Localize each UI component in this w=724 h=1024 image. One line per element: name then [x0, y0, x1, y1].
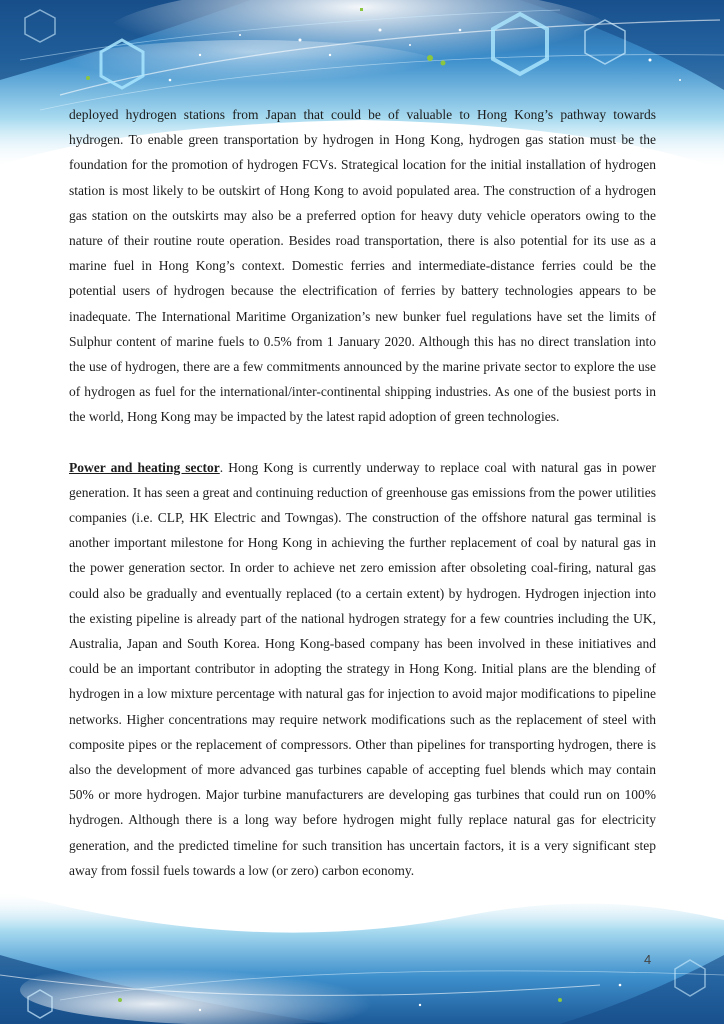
page-number: 4 [644, 952, 652, 967]
paragraph-hydrogen-transport: deployed hydrogen stations from Japan that could be of valuable to Hong Kong’s pathway towards hydrogen. To enable green transportation by hydrogen in Hong Kong, hydrogen gas station must be the foundation for the promotion of hydrogen FCVs. Strategical location for the initial installation of hydrogen station is most likely to be outskirt of Hong Kong to avoid populated area. The construction of a hydrogen gas station on the outskirts may also be a preferred option for heavy duty vehicle operators owing to the nature of their routine route operation. Besides road transportation, there is also potential for its use as a marine fuel in Hong Kong’s context. Domestic ferries and intermediate-distance ferries could be the potential users of hydrogen because the electrification of ferries by battery technologies appears to be inadequate. The International Maritime Organization’s new bunker fuel regulations have set the limits of Sulphur content of marine fuels to 0.5% from 1 January 2020. Although this has no direct translation into the use of hydrogen, there are a few commitments announced by the marine private sector to explore the use of hydrogen as fuel for the international/inter-continental shipping industries. As one of the busiest ports in the world, Hong Kong may be impacted by the latest rapid adoption of green technologies. [69, 107, 656, 425]
section-heading-power-heating: Power and heating sector [69, 459, 220, 475]
paragraph-power-heating [69, 455, 656, 883]
footer-banner [0, 890, 724, 1024]
paragraph-power-heating-body: . Hong Kong is currently underway to replace coal with natural gas in power generation. It has seen a great and continuing reduction of greenhouse gas emissions from the power utilities companies (i.e. CLP, HK Electric and Towngas). The construction of the offshore natural gas terminal is another important milestone for Hong Kong in achieving the further replacement of coal by natural gas in the power generation sector. In order to achieve net zero emission after obsoleting coal-firing, natural gas could also be gradually and eventually replaced (to a certain extent) by hydrogen. Hydrogen injection into the existing pipeline is already part of the national hydrogen strategy for a few countries including the UK, Australia, Japan and South Korea. Hong Kong-based company has been involved in these initiatives and could be an important contributor in adopting the strategy in Hong Kong. Initial plans are the blending of hydrogen in a low mixture percentage with natural gas for injection to avoid major modifications to pipeline networks. Higher concentrations may require network modifications such as the replacement of steel with composite pipes or the replacement of compressors. Other than pipelines for transporting hydrogen, there is also the development of more advanced gas turbines capable of accepting fuel blends which may contain 50% or more hydrogen. Major turbine manufacturers are developing gas turbines that could run on 100% hydrogen. Although there is a long way before hydrogen might fully replace natural gas for electricity generation, and the predicted timeline for such transition has uncertain factors, it is a very significant step away from fossil fuels towards a low (or zero) carbon economy. [69, 459, 656, 878]
document-body [69, 102, 656, 883]
